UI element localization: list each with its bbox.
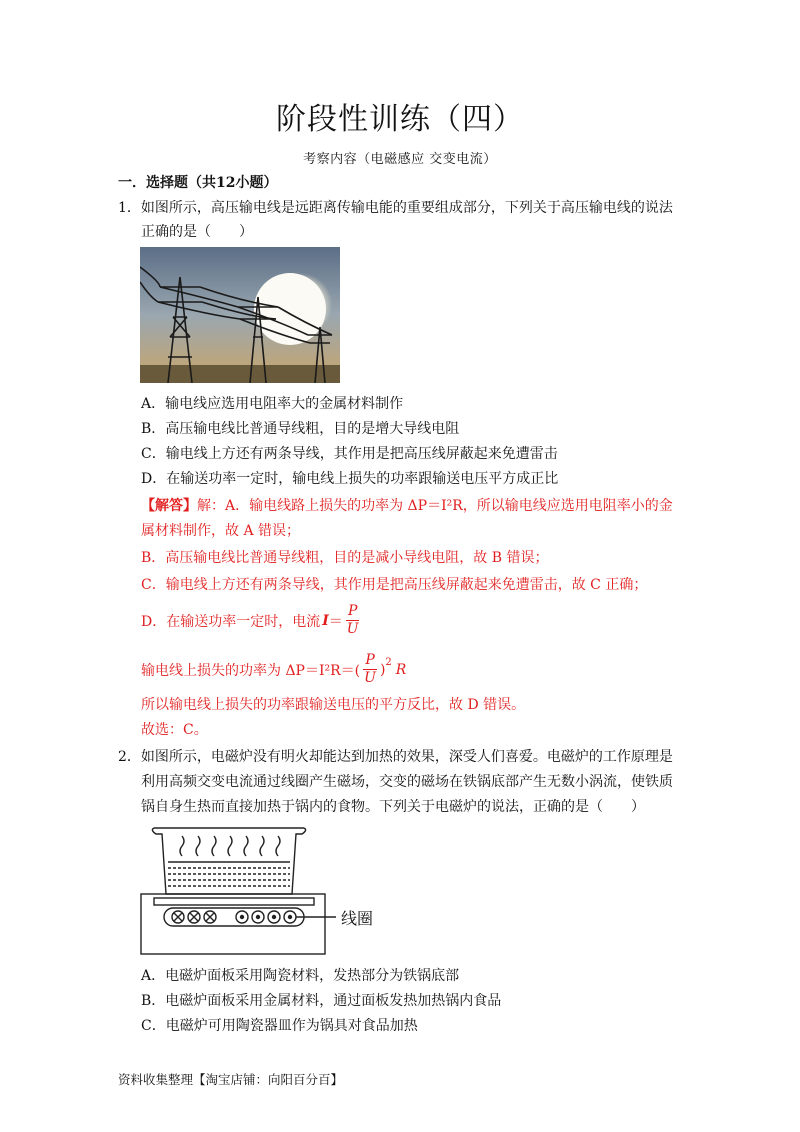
q1-answer-conclusion: 所以输电线上损失的功率跟输送电压的平方反比，故 D 错误。: [141, 697, 526, 713]
fraction-denominator: U: [346, 621, 359, 637]
coil-label: 线圈: [341, 909, 374, 928]
loss-resistance-symbol: R: [395, 661, 407, 678]
induction-cooker-diagram: [138, 820, 400, 960]
q1-stem-line1: 1．如图所示，高压输电线是远距离传输电能的重要组成部分，下列关于高压输电线的说法: [118, 200, 673, 216]
q2-option-b: B．电磁炉面板采用金属材料，通过面板发热加热锅内食品: [141, 993, 502, 1009]
q1-option-d: D．在输送功率一定时，输电线上损失的功率跟输送电压平方成正比: [141, 471, 559, 487]
q1-option-a: A．输电线应选用电阻率大的金属材料制作: [141, 396, 404, 412]
loss-fraction-numerator: P: [365, 652, 375, 668]
answer-tag: 【解答】: [141, 498, 197, 514]
q1-option-c: C．输电线上方还有两条导线，其作用是把高压线屏蔽起来免遭雷击: [141, 446, 558, 462]
fraction-numerator: P: [347, 603, 358, 619]
q1-answer-b: B．高压输电线比普通导线粗，目的是减小导线电阻，故 B 错误；: [141, 550, 549, 566]
answer-a-part1: 解：A．输电线路上损失的功率为 ΔP＝I²R，所以输电线应选用电阻率小的金: [197, 498, 673, 514]
page-title: 阶段性训练（四）: [276, 102, 524, 137]
q1-answer-choice: 故选：C。: [141, 722, 208, 738]
q2-stem-line1: 2．如图所示，电磁炉没有明火却能达到加热的效果，深受人们喜爱。电磁炉的工作原理是: [118, 749, 673, 765]
loss-suffix: ): [379, 661, 386, 678]
q1-answer-d: [141, 603, 363, 638]
q1-answer-loss: [141, 652, 406, 687]
power-line-photo: [140, 247, 340, 383]
formula-equals: ＝: [328, 613, 343, 630]
q2-stem-line2: 利用高频交变电流通过线圈产生磁场，交变的磁场在铁锅底部产生无数小涡流，使铁质: [141, 774, 673, 790]
loss-exponent: 2: [385, 657, 392, 668]
loss-fraction-denominator: U: [364, 670, 376, 686]
loss-fraction: [362, 652, 378, 687]
formula-current-symbol: I: [322, 612, 329, 629]
page-subtitle: 考察内容（电磁感应 交变电流）: [303, 152, 497, 167]
loss-prefix: 输电线上损失的功率为 ΔP＝I²R＝(: [141, 662, 361, 679]
q1-stem-line2: 正确的是（ ）: [141, 224, 253, 240]
fraction-p-over-u: [345, 603, 361, 638]
q2-option-c: C．电磁炉可用陶瓷器皿作为锅具对食品加热: [141, 1018, 418, 1034]
section-heading: 一．选择题（共12小题）: [118, 175, 278, 191]
q2-option-a: A．电磁炉面板采用陶瓷材料，发热部分为铁锅底部: [141, 968, 460, 984]
q1-answer-line1: [141, 496, 673, 516]
q1-answer-c: C．输电线上方还有两条导线，其作用是把高压线屏蔽起来免遭雷击，故 C 正确；: [141, 577, 648, 593]
q1-option-b: B．高压输电线比普通导线粗，目的是增大导线电阻: [141, 421, 460, 437]
footer-source: 资料收集整理【淘宝店铺：向阳百分百】: [118, 1072, 344, 1087]
answer-d-prefix: D．在输送功率一定时，电流: [141, 613, 321, 630]
q2-stem-line3: 锅自身生热而直接加热于锅内的食物。下列关于电磁炉的说法，正确的是（ ）: [141, 799, 645, 815]
q1-answer-a-part2: 属材料制作，故 A 错误；: [141, 523, 301, 539]
